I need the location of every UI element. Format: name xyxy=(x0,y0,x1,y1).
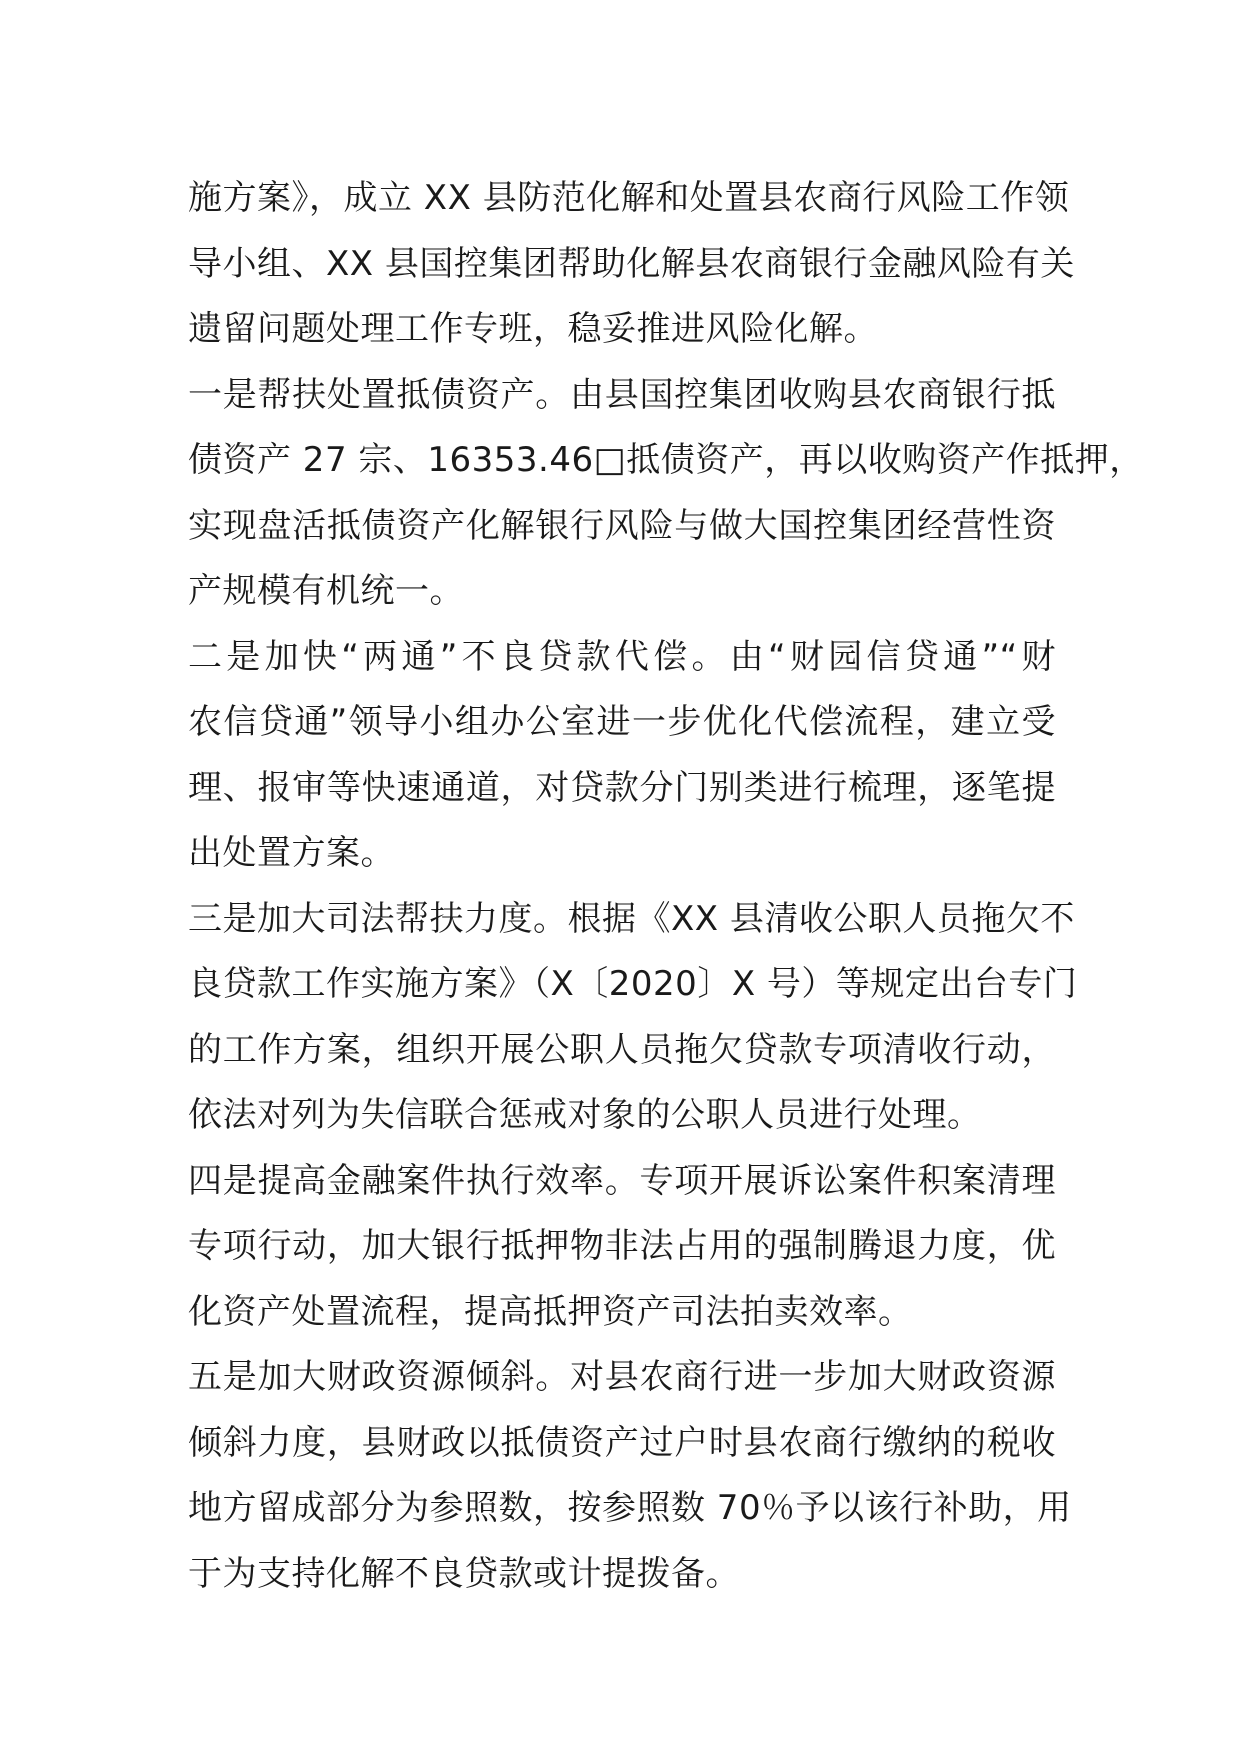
text-line: 三是加大司法帮扶力度。根据《XX 县清收公职人员拖欠不 xyxy=(188,898,1075,939)
text-line: 化资产处置流程，提高抵押资产司法拍卖效率。 xyxy=(188,1291,913,1332)
text-line: 依法对列为失信联合惩戒对象的公职人员进行处理。 xyxy=(188,1095,982,1135)
text-line: 倾斜力度，县财政以抵债资产过户时县农商行缴纳的税收 xyxy=(188,1422,1056,1463)
text-line: 实现盘活抵债资产化解银行风险与做大国控集团经营性资 xyxy=(188,505,1056,546)
text-line: 债资产 27 宗、16353.46□抵债资产，再以收购资产作抵押， xyxy=(188,440,1144,480)
text-line: 地方留成部分为参照数，按参照数 70％予以该行补助，用 xyxy=(188,1488,1072,1528)
text-line: 出处置方案。 xyxy=(188,833,395,873)
text-line: 良贷款工作实施方案》（X〔2020〕X 号）等规定出台专门 xyxy=(188,964,1078,1004)
text-line: 专项行动，加大银行抵押物非法占用的强制腾退力度，优 xyxy=(188,1226,1056,1266)
text-line: 于为支持化解不良贷款或计提拨备。 xyxy=(188,1553,740,1594)
text-line: 产规模有机统一。 xyxy=(188,571,464,611)
text-line: 农信贷通”领导小组办公室进一步优化代偿流程，建立受 xyxy=(188,702,1056,742)
text-line: 二是加快“两通”不良贷款代偿。由“财园信贷通”“财 xyxy=(188,636,1056,677)
text-line: 导小组、XX 县国控集团帮助化解县农商银行金融风险有关 xyxy=(188,243,1075,284)
document-body xyxy=(188,166,1144,1607)
text-line: 理、报审等快速通道，对贷款分门别类进行梳理，逐笔提 xyxy=(188,767,1056,808)
text-line: 遗留问题处理工作专班，稳妥推进风险化解。 xyxy=(188,309,878,349)
text-line: 的工作方案，组织开展公职人员拖欠贷款专项清收行动， xyxy=(188,1029,1056,1070)
text-line: 一是帮扶处置抵债资产。由县国控集团收购县农商银行抵 xyxy=(188,374,1056,415)
text-line: 四是提高金融案件执行效率。专项开展诉讼案件积案清理 xyxy=(188,1160,1056,1201)
text-line: 施方案》，成立 XX 县防范化解和处置县农商行风险工作领 xyxy=(188,178,1070,218)
text-line: 五是加大财政资源倾斜。对县农商行进一步加大财政资源 xyxy=(188,1357,1056,1397)
